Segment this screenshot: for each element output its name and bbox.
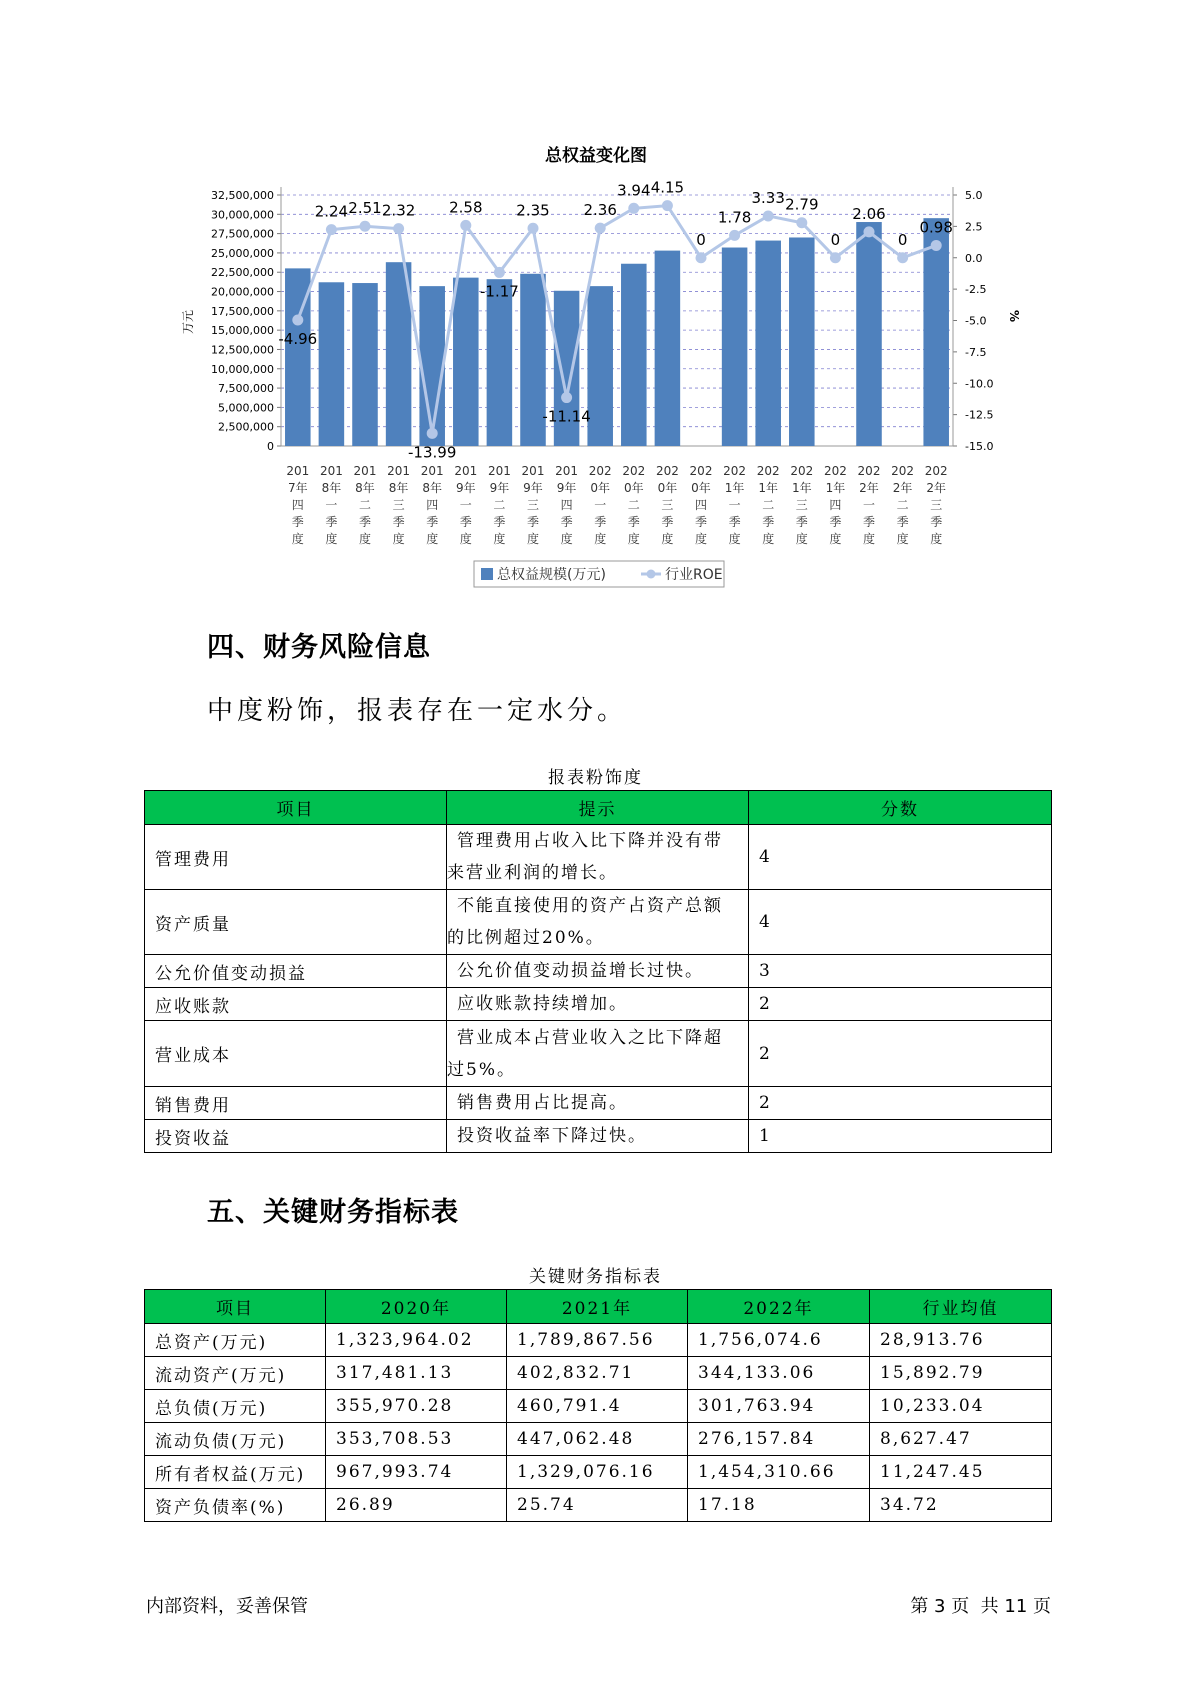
x-tick-label: 201 9年一季度: [454, 464, 478, 546]
y-tick-label: 32,500,000: [211, 189, 274, 202]
metrics-header-2022: 2022年: [688, 1290, 870, 1324]
roe-data-label: -1.17: [479, 282, 519, 301]
risk-summary-text: 中度粉饰，报表存在一定水分。: [207, 696, 628, 726]
metric-value: 402,832.71: [507, 1357, 688, 1390]
table-row: [145, 1324, 1052, 1357]
roe-point: [662, 200, 673, 211]
risk-item: 投资收益: [145, 1120, 447, 1153]
x-tick-label: 202 1年三季度: [790, 464, 814, 546]
roe-point: [897, 252, 908, 263]
metrics-header-2021: 2021年: [507, 1290, 688, 1324]
section-heading-risk: 四、财务风险信息: [207, 632, 431, 663]
bar: [856, 222, 882, 446]
metric-value: 11,247.45: [870, 1456, 1052, 1489]
section-heading-metrics: 五、关键财务指标表: [207, 1197, 459, 1228]
risk-header-item: 项目: [145, 791, 447, 825]
risk-hint: 不能直接使用的资产占资产总额的比例超过20%。: [447, 890, 749, 955]
y-tick-label: 10,000,000: [211, 362, 274, 376]
risk-hint: 营业成本占营业收入之比下降超过5%。: [447, 1021, 749, 1087]
x-tick-label: 201 8年二季度: [353, 464, 377, 546]
risk-item: 管理费用: [145, 825, 447, 890]
x-tick-label: 201 7年四季度: [286, 464, 310, 546]
roe-point: [427, 428, 438, 439]
metrics-table-caption: 关键财务指标表: [529, 1267, 662, 1287]
metric-label: 总负债(万元): [145, 1390, 326, 1423]
x-tick-label: 201 9年三季度: [521, 464, 545, 546]
x-tick-label: 202 0年二季度: [622, 464, 646, 546]
roe-point: [729, 230, 740, 241]
metric-value: 26.89: [326, 1489, 507, 1522]
roe-point: [595, 223, 606, 234]
equity-chart: [0, 0, 1191, 600]
metric-value: 276,157.84: [688, 1423, 870, 1456]
roe-point: [393, 223, 404, 234]
roe-point: [326, 224, 337, 235]
risk-hint: 投资收益率下降过快。: [447, 1120, 749, 1153]
chart-title: 总权益变化图: [545, 146, 647, 166]
metric-value: 447,062.48: [507, 1423, 688, 1456]
bar: [722, 248, 748, 446]
risk-header-score: 分数: [749, 791, 1052, 825]
risk-hint: 公允价值变动损益增长过快。: [447, 955, 749, 988]
metric-value: 355,970.28: [326, 1390, 507, 1423]
table-row: [145, 1087, 1052, 1120]
metric-value: 8,627.47: [870, 1423, 1052, 1456]
roe-point: [864, 226, 875, 237]
y2-tick-label: -5.0: [965, 314, 987, 328]
legend-line-marker: [647, 570, 656, 579]
metric-value: 28,913.76: [870, 1324, 1052, 1357]
risk-hint: 销售费用占比提高。: [447, 1087, 749, 1120]
x-tick-label: 202 1年四季度: [823, 464, 847, 546]
metric-value: 1,323,964.02: [326, 1324, 507, 1357]
x-tick-label: 202 2年三季度: [924, 464, 948, 546]
y-tick-label: 27,500,000: [211, 227, 274, 241]
roe-point: [561, 392, 572, 403]
risk-table: [144, 790, 1052, 1153]
roe-point: [292, 314, 303, 325]
y-tick-label: 12,500,000: [211, 343, 274, 357]
roe-data-label: 2.32: [381, 201, 416, 220]
risk-item: 公允价值变动损益: [145, 955, 447, 988]
table-row: [145, 988, 1052, 1021]
roe-point: [528, 223, 539, 234]
y-tick-label: 17,500,000: [211, 304, 274, 318]
metric-value: 1,756,074.6: [688, 1324, 870, 1357]
metric-value: 344,133.06: [688, 1357, 870, 1390]
y2-tick-label: -2.5: [965, 283, 987, 297]
y2-tick-label: -12.5: [965, 408, 994, 422]
bar: [319, 282, 345, 446]
roe-data-label: 2.58: [449, 198, 483, 217]
bar: [655, 251, 681, 446]
risk-table-caption: 报表粉饰度: [548, 768, 643, 788]
risk-score: 2: [749, 1021, 1052, 1087]
risk-item: 销售费用: [145, 1087, 447, 1120]
roe-data-label: 0: [830, 230, 841, 249]
risk-item: 资产质量: [145, 890, 447, 955]
metrics-table: [144, 1289, 1052, 1522]
roe-point: [494, 267, 505, 278]
x-tick-label: 201 9年二季度: [487, 464, 511, 546]
bar: [487, 279, 513, 446]
legend-line-label: 行业ROE: [665, 567, 723, 583]
risk-score: 4: [749, 825, 1052, 890]
roe-point: [460, 220, 471, 231]
roe-data-label: 2.51: [348, 199, 382, 218]
risk-score: 2: [749, 988, 1052, 1021]
y2-tick-label: -7.5: [965, 345, 987, 359]
risk-score: 3: [749, 955, 1052, 988]
metric-label: 流动负债(万元): [145, 1423, 326, 1456]
roe-data-label: 2.06: [852, 204, 886, 223]
x-tick-label: 201 8年四季度: [420, 464, 444, 546]
roe-data-label: 0: [696, 230, 706, 249]
risk-item: 营业成本: [145, 1021, 447, 1087]
y-tick-label: 7,500,000: [218, 382, 274, 396]
x-tick-label: 201 9年四季度: [555, 464, 579, 546]
metric-value: 10,233.04: [870, 1390, 1052, 1423]
metric-label: 流动资产(万元): [145, 1357, 326, 1390]
y-axis-label: 万元: [181, 309, 195, 335]
metric-label: 资产负债率(%): [145, 1489, 326, 1522]
legend-bar-label: 总权益规模(万元): [497, 567, 606, 583]
roe-data-label: 2.24: [314, 202, 349, 221]
roe-data-label: 0.98: [919, 218, 953, 237]
bar: [923, 218, 949, 446]
y-tick-label: 20,000,000: [211, 285, 274, 299]
roe-data-label: 4.15: [650, 178, 685, 197]
metric-value: 1,454,310.66: [688, 1456, 870, 1489]
bar: [621, 264, 647, 446]
y2-tick-label: 5.0: [965, 189, 983, 202]
metric-label: 总资产(万元): [145, 1324, 326, 1357]
metric-value: 34.72: [870, 1489, 1052, 1522]
risk-header-hint: 提示: [447, 791, 749, 825]
footer-confidential: 内部资料，妥善保管: [146, 1596, 308, 1617]
y2-tick-label: 0.0: [965, 251, 983, 265]
table-row: [145, 825, 1052, 890]
metric-value: 1,329,076.16: [507, 1456, 688, 1489]
roe-data-label: 2.36: [583, 201, 617, 220]
risk-score: 2: [749, 1087, 1052, 1120]
y-tick-label: 15,000,000: [211, 324, 274, 338]
risk-score: 4: [749, 890, 1052, 955]
roe-data-label: 0: [897, 230, 908, 249]
metric-value: 1,789,867.56: [507, 1324, 688, 1357]
metric-value: 17.18: [688, 1489, 870, 1522]
table-row: [145, 1390, 1052, 1423]
risk-hint: 应收账款持续增加。: [447, 988, 749, 1021]
x-tick-label: 202 2年二季度: [891, 464, 915, 546]
table-row: [145, 955, 1052, 988]
y-tick-label: 30,000,000: [211, 208, 274, 222]
bar: [755, 241, 781, 446]
roe-point: [796, 217, 807, 228]
footer-page-number: 第 3 页 共 11 页: [910, 1596, 1051, 1617]
x-tick-label: 202 0年三季度: [655, 464, 679, 546]
x-tick-label: 202 0年一季度: [588, 464, 612, 546]
roe-data-label: 2.35: [516, 201, 550, 220]
x-tick-label: 201 8年三季度: [387, 464, 411, 546]
bar: [789, 237, 815, 446]
y-tick-label: 25,000,000: [211, 246, 274, 260]
metrics-header-industry-avg: 行业均值: [870, 1290, 1052, 1324]
risk-score: 1: [749, 1120, 1052, 1153]
roe-data-label: 1.78: [717, 208, 752, 227]
metrics-header-2020: 2020年: [326, 1290, 507, 1324]
y2-tick-label: -10.0: [965, 377, 994, 391]
table-row: [145, 890, 1052, 955]
metric-value: 317,481.13: [326, 1357, 507, 1390]
roe-point: [696, 252, 707, 263]
roe-data-label: -13.99: [408, 443, 457, 462]
x-tick-label: 201 8年一季度: [319, 464, 343, 546]
metric-value: 967,993.74: [326, 1456, 507, 1489]
y2-axis-label: %: [1007, 309, 1021, 323]
y2-tick-label: -15.0: [965, 440, 994, 453]
roe-point: [830, 252, 841, 263]
metric-value: 460,791.4: [507, 1390, 688, 1423]
table-row: [145, 1120, 1052, 1153]
table-row: [145, 1489, 1052, 1522]
bar: [419, 286, 445, 446]
x-tick-label: 202 1年二季度: [756, 464, 780, 546]
roe-data-label: 3.94: [617, 181, 651, 200]
bar: [453, 278, 479, 446]
y-tick-label: 2,500,000: [218, 420, 274, 434]
table-row: [145, 1021, 1052, 1087]
roe-point: [931, 240, 942, 251]
bar: [352, 283, 378, 446]
roe-point: [360, 221, 371, 232]
risk-hint: 管理费用占收入比下降并没有带来营业利润的增长。: [447, 825, 749, 890]
metric-value: 15,892.79: [870, 1357, 1052, 1390]
x-tick-label: 202 2年一季度: [857, 464, 881, 546]
metrics-header-item: 项目: [145, 1290, 326, 1324]
y-tick-label: 5,000,000: [218, 401, 274, 415]
risk-item: 应收账款: [145, 988, 447, 1021]
legend-bar-swatch: [481, 568, 493, 580]
metric-value: 25.74: [507, 1489, 688, 1522]
metric-value: 353,708.53: [326, 1423, 507, 1456]
roe-data-label: -4.96: [278, 329, 318, 348]
bar: [587, 286, 613, 446]
x-tick-label: 202 1年一季度: [723, 464, 747, 546]
metric-label: 所有者权益(万元): [145, 1456, 326, 1489]
table-row: [145, 1423, 1052, 1456]
x-tick-label: 202 0年四季度: [689, 464, 713, 546]
metric-value: 301,763.94: [688, 1390, 870, 1423]
roe-point: [628, 203, 639, 214]
table-row: [145, 1456, 1052, 1489]
roe-point: [763, 210, 774, 221]
roe-data-label: -11.14: [542, 407, 591, 426]
y-tick-label: 22,500,000: [211, 266, 274, 280]
y2-tick-label: 2.5: [965, 220, 983, 234]
table-row: [145, 1357, 1052, 1390]
y-tick-label: 0: [267, 440, 274, 453]
roe-data-label: 3.33: [751, 188, 785, 207]
roe-data-label: 2.79: [785, 195, 819, 214]
